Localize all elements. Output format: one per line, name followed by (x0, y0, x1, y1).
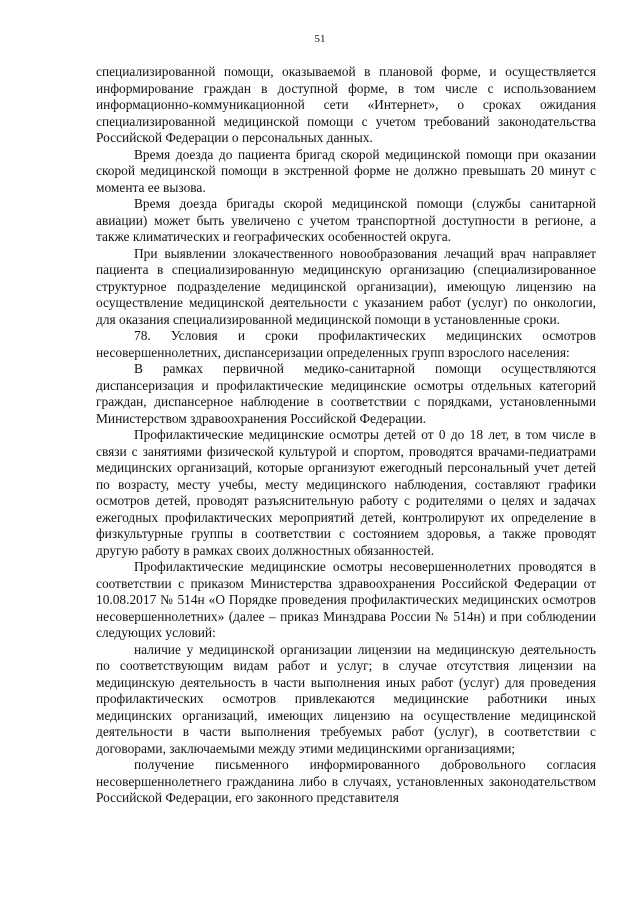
section-heading-paragraph: 78. Условия и сроки профилактических медицинских осмотров несовершеннолетних, диспансеризации определенных групп взрослого населения: (96, 328, 596, 360)
paragraph: В рамках первичной медико-санитарной помощи осуществляются диспансеризация и профилактические медицинские осмотры отдельных категорий граждан, диспансерное наблюдение в соответствии с порядками, установленными Министерством здравоохранения Российской Федерации. (96, 361, 596, 426)
paragraph: Профилактические медицинские осмотры детей от 0 до 18 лет, в том числе в связи с занятиями физической культурой и спортом, проводятся врачами-педиатрами медицинских организаций, которые организуют ежегодный персональный учет детей по возрасту, месту учебы, месту медицинского наблюдения, составляют графики осмотров детей, проводят разъяснительную работу с родителями о целях и задачах ежегодных профилактических мероприятий детей, контролируют их определение в физкультурные группы в соответствии с состоянием здоровья, а также проводят другую работу в рамках своих должностных обязанностей. (96, 427, 596, 558)
paragraph: Время доезда бригады скорой медицинской помощи (службы санитарной авиации) может быть увеличено с учетом транспортной доступности в регионе, а также климатических и географических особенностей округа. (96, 196, 596, 244)
document-body (96, 64, 596, 807)
paragraph: При выявлении злокачественного новообразования лечащий врач направляет пациента в специализированную медицинскую организацию (специализированное структурное подразделение медицинской организации), имеющую лицензию на осуществление медицинской деятельности с указанием работ (услуг) по онкологии, для оказания специализированной медицинской помощи в установленные сроки. (96, 245, 596, 327)
paragraph: получение письменного информированного добровольного согласия несовершеннолетнего гражданина либо в случаях, установленных законодательством Российской Федерации, его законного представителя (96, 757, 596, 805)
paragraph: наличие у медицинской организации лицензии на медицинскую деятельность по соответствующим видам работ и услуг; в случае отсутствия лицензии на медицинскую деятельность в части выполнения иных работ (услуг) для проведения профилактических осмотров привлекаются медицинские работники иных медицинских организаций, имеющих лицензию на осуществление медицинской деятельности в части выполнения требуемых работ (услуг), в соответствии с договорами, заключаемыми между этими медицинскими организациями; (96, 641, 596, 756)
paragraph: Профилактические медицинские осмотры несовершеннолетних проводятся в соответствии с приказом Министерства здравоохранения Российской Федерации от 10.08.2017 № 514н «О Порядке проведения профилактических медицинских осмотров несовершеннолетних» (далее – приказ Минздрава России № 514н) и при соблюдении следующих условий: (96, 559, 596, 640)
paragraph: Время доезда до пациента бригад скорой медицинской помощи при оказании скорой медицинской помощи в экстренной форме не должно превышать 20 минут с момента ее вызова. (96, 146, 596, 195)
paragraph: специализированной помощи, оказываемой в плановой форме, и осуществляется информирование граждан в доступной форме, в том числе с использованием информационно-коммуникационной сети «Интернет», о сроках ожидания специализированной медицинской помощи с учетом требований законодательства Российской Федерации о персональных данных. (96, 64, 596, 145)
page-number: 51 (314, 33, 326, 45)
